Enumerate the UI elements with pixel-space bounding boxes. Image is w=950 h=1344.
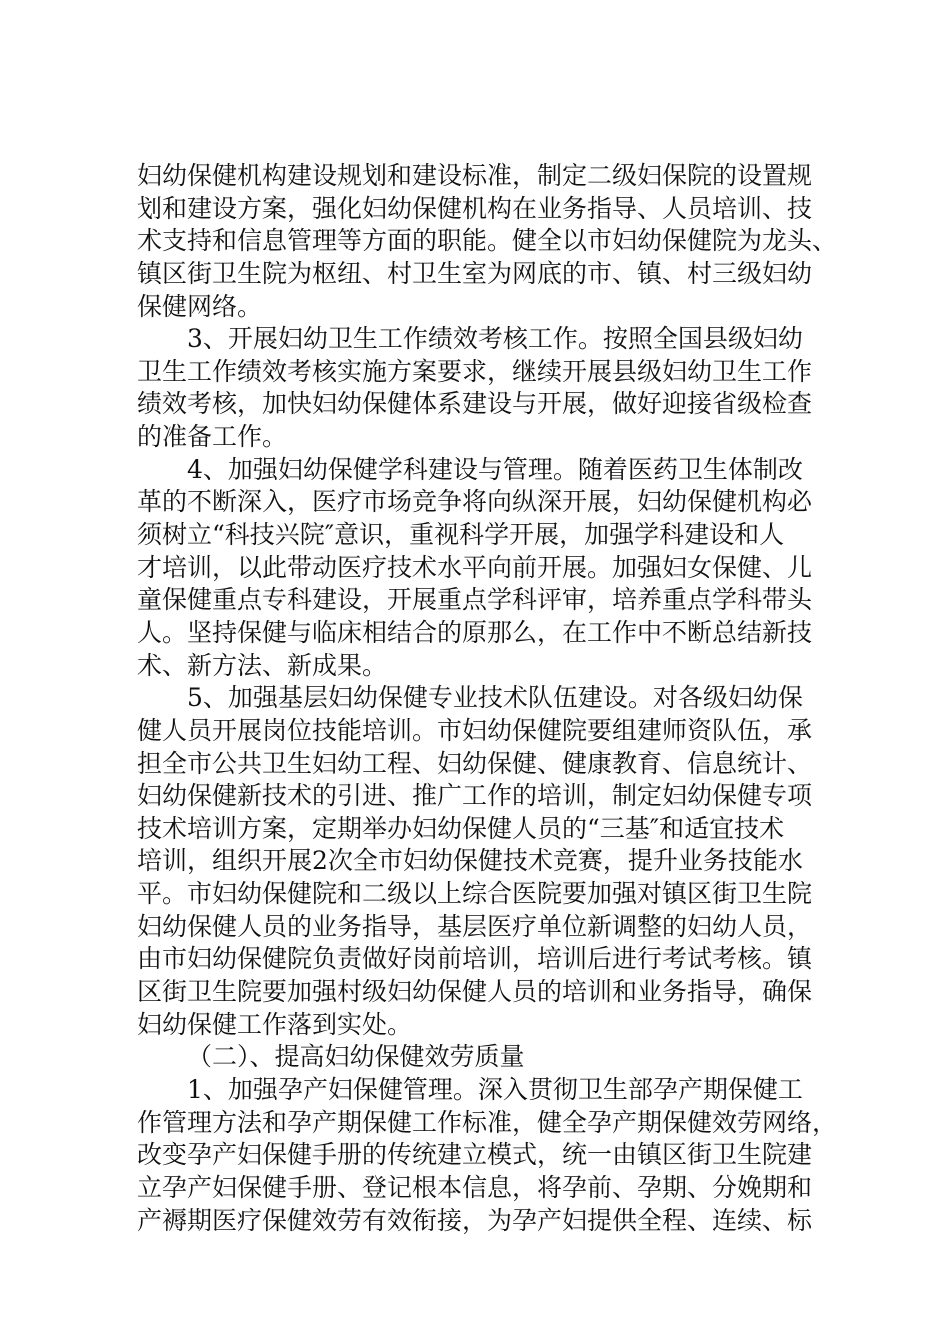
text-line: 平。市妇幼保健院和二级以上综合医院要加强对镇区街卫生院 [137, 879, 813, 909]
document-body [137, 160, 837, 1237]
text-line: 1、加强孕产妇保健管理。深入贯彻卫生部孕产期保健工 [187, 1074, 803, 1104]
text-line: 3、开展妇幼卫生工作绩效考核工作。按照全国县级妇幼 [187, 324, 803, 354]
text-line: 革的不断深入，医疗市场竞争将向纵深开展，妇幼保健机构必 [137, 487, 813, 517]
text-line: 改变孕产妇保健手册的传统建立模式，统一由镇区街卫生院建 [137, 1140, 813, 1170]
text-line: 立孕产妇保健手册、登记根本信息，将孕前、孕期、分娩期和 [137, 1172, 813, 1202]
text-line: 妇幼保健人员的业务指导，基层医疗单位新调整的妇幼人员， [137, 911, 813, 941]
text-line: 须树立“科技兴院″意识，重视科学开展，加强学科建设和人 [137, 520, 785, 550]
text-line: 5、加强基层妇幼保健专业技术队伍建设。对各级妇幼保 [187, 683, 803, 713]
text-line: 妇幼保健机构建设规划和建设标准，制定二级妇保院的设置规 [137, 161, 813, 190]
text-line: 才培训，以此带动医疗技术水平向前开展。加强妇女保健、儿 [137, 552, 813, 582]
text-line: 由市妇幼保健院负责做好岗前培训，培训后进行考试考核。镇 [137, 944, 813, 974]
text-line: 健人员开展岗位技能培训。市妇幼保健院要组建师资队伍，承 [137, 715, 813, 745]
text-line: 作管理方法和孕产期保健工作标准，健全孕产期保健效劳网络， [137, 1107, 837, 1137]
text-line: 术支持和信息管理等方面的职能。健全以市妇幼保健院为龙头、 [137, 226, 837, 256]
text-line: 划和建设方案，强化妇幼保健机构在业务指导、人员培训、技 [137, 193, 813, 223]
text-line: 卫生工作绩效考核实施方案要求，继续开展县级妇幼卫生工作 [137, 356, 813, 386]
text-line: 妇幼保健新技术的引进、推广工作的培训，制定妇幼保健专项 [137, 781, 813, 811]
text-line: 技术培训方案，定期举办妇幼保健人员的“三基″和适宜技术 [137, 813, 785, 843]
text-line: 人。坚持保健与临床相结合的原那么，在工作中不断总结新技 [137, 617, 813, 647]
text-line: 保健网络。 [137, 291, 263, 321]
text-line: 镇区街卫生院为枢纽、村卫生室为网底的市、镇、村三级妇幼 [137, 258, 813, 288]
text-line: 担全市公共卫生妇幼工程、妇幼保健、健康教育、信息统计、 [137, 748, 813, 778]
text-line: 术、新方法、新成果。 [137, 650, 388, 680]
text-line: 培训，组织开展2次全市妇幼保健技术竞赛，提升业务技能水 [137, 846, 803, 876]
text-line: 童保健重点专科建设，开展重点学科评审，培养重点学科带头 [137, 585, 813, 615]
text-line: 区街卫生院要加强村级妇幼保健人员的培训和业务指导，确保 [137, 977, 813, 1007]
text-line: 妇幼保健工作落到实处。 [137, 1009, 413, 1039]
text-line: （二）、提高妇幼保健效劳质量 [187, 1042, 525, 1072]
text-line: 的准备工作。 [137, 422, 288, 452]
text-line: 产褥期医疗保健效劳有效衔接，为孕产妇提供全程、连续、标 [137, 1205, 813, 1235]
text-line: 4、加强妇幼保健学科建设与管理。随着医药卫生体制改 [187, 454, 803, 484]
text-line: 绩效考核，加快妇幼保健体系建设与开展，做好迎接省级检查 [137, 389, 813, 419]
